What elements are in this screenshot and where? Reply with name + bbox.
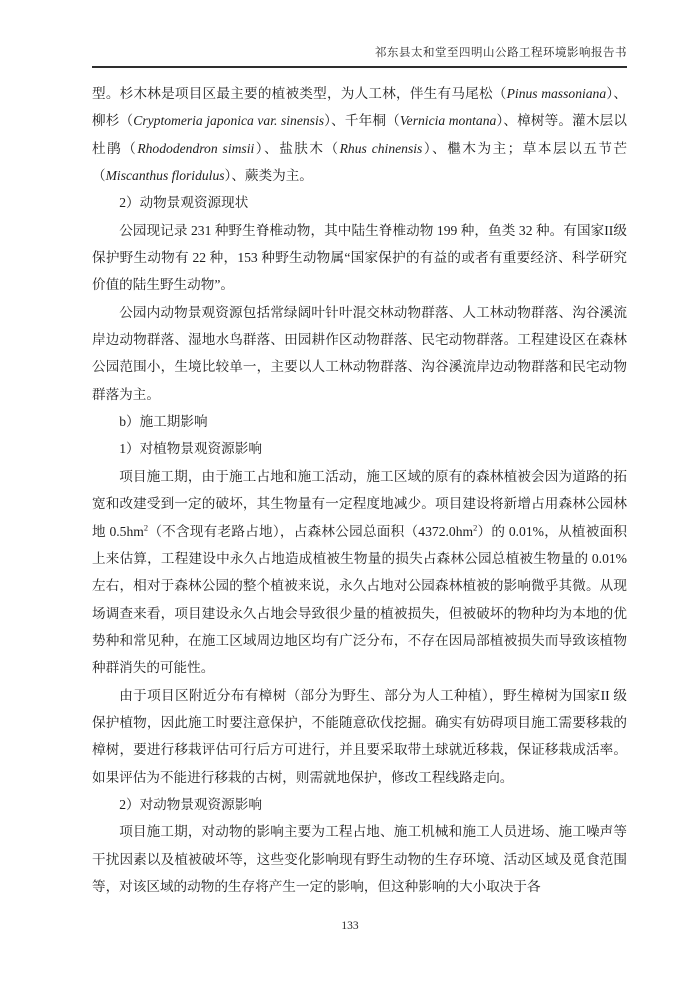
latin-species-name: Pinus massoniana: [506, 86, 607, 101]
text-segment: ）、蕨类为主。: [224, 168, 313, 184]
document-body: [92, 80, 627, 900]
text-segment: 型。杉木林是项目区最主要的植被类型，为人工林，伴生有马尾松（: [92, 86, 507, 101]
paragraph: [92, 80, 627, 189]
superscript: 2: [143, 521, 149, 532]
text-segment: ）、柳杉（: [92, 86, 627, 129]
text-segment: ）、檵木为主；草本层以五节芒（: [92, 140, 628, 184]
section-heading: [92, 791, 627, 818]
latin-species-name: Miscanthus floridulus: [105, 168, 225, 184]
latin-species-name: Rhus chinensis: [339, 140, 423, 156]
text-segment: 2）对动物景观资源影响: [119, 796, 262, 812]
text-segment: 项目施工期，对动物的影响主要为工程占地、施工机械和施工人员进场、施工噪声等干扰因素以及植被破坏等，这些变化影响现有野生动物的生存环境、活动区域及觅食范围等，对该区域的动物的生存将产生一定的影响，但这种影响的大小取决于各: [92, 824, 627, 894]
section-heading: [92, 435, 627, 462]
paragraph: [92, 682, 627, 791]
text-segment: 2）动物景观资源现状: [119, 195, 249, 211]
paragraph: [92, 299, 627, 408]
text-segment: ）、千年桐（: [324, 113, 400, 129]
text-segment: ）的 0.01%，从植被面积上来估算，工程建设中永久占地造成植被生物量的损失占森林公园总植被生物量的 0.01%左右，相对于森林公园的整个植被来说，永久占地对公园森林植被的影响微乎其微。从现场调查来看，项目建设永久占地会导致很少量的植被损失，但被破坏的物种均为本地的优势种和常见种，在施工区域周边地区均有广泛分布，不存在因局部植被损失而导致该植物种群消失的可能性。: [92, 523, 628, 676]
text-segment: 由于项目区附近分布有樟树（部分为野生、部分为人工种植），野生樟树为国家II 级保护植物，因此施工时要注意保护，不能随意砍伐挖掘。确实有妨碍项目施工需要移栽的樟树，要进行移栽评估可行后方可进行，并且要采取带土球就近移栽，保证移栽成活率。如果评估为不能进行移栽的古树，则需就地保护，修改工程线路走向。: [92, 687, 627, 785]
section-heading: [92, 408, 627, 435]
latin-species-name: Cryptomeria japonica var. sinensis: [133, 113, 325, 129]
text-segment: 公园内动物景观资源包括常绿阔叶针叶混交林动物群落、人工林动物群落、沟谷溪流岸边动物群落、湿地水鸟群落、田园耕作区动物群落、民宅动物群落。工程建设区在森林公园范围小，生境比较单一，主要以人工林动物群落、沟谷溪流岸边动物群落和民宅动物群落为主。: [92, 304, 627, 402]
header-rule: [92, 66, 627, 68]
page-number: 133: [341, 920, 359, 932]
text-segment: 项目施工期，由于施工占地和施工活动，施工区域的原有的森林植被会因为道路的拓宽和改建受到一定的破坏，其生物量有一定程度地减少。项目建设将新增占用森林公园林地 0.5hm: [92, 468, 627, 539]
latin-species-name: Vernicia montana: [399, 113, 497, 129]
latin-species-name: Rhododendron simsii: [137, 140, 255, 156]
text-segment: b）施工期影响: [119, 414, 208, 430]
text-segment: （不含现有老路占地），占森林公园总面积（4372.0hm: [148, 523, 474, 539]
text-segment: ）、盐肤木（: [254, 140, 340, 156]
page-header-title: 祁东县太和堂至四明山公路工程环境影响报告书: [375, 47, 627, 59]
text-segment: 公园现记录 231 种野生脊椎动物，其中陆生脊椎动物 199 种，鱼类 32 种。有国家II级保护野生动物有 22 种，153 种野生动物属“国家保护的有益的或者有重要经济、科学研究价值的陆生野生动物”。: [92, 222, 627, 293]
paragraph: [92, 463, 627, 682]
text-segment: 1）对植物景观资源影响: [119, 441, 262, 457]
superscript: 2: [473, 521, 478, 532]
text-segment: ）、樟树等。灌木层以杜鹃（: [92, 113, 628, 156]
paragraph: [92, 818, 627, 900]
section-heading: [92, 189, 627, 216]
paragraph: [92, 217, 627, 299]
